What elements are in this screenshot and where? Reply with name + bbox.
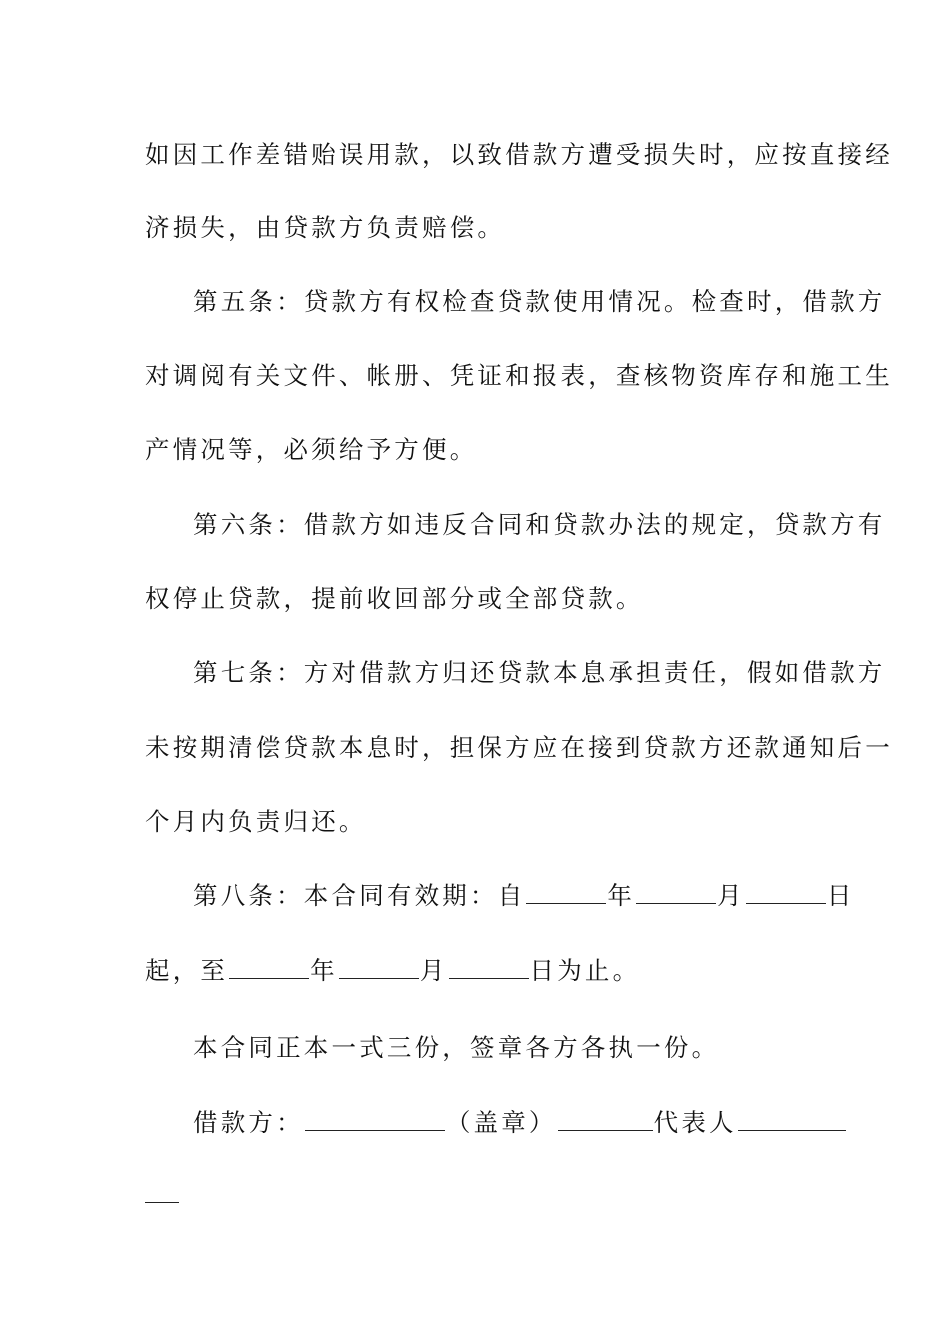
article-6-heading-line: 第六条：借款方如违反合同和贷款办法的规定，贷款方有 [193, 510, 886, 539]
day-label: 日 [826, 881, 855, 910]
representative-blank [738, 1108, 846, 1131]
year-label: 年 [310, 956, 338, 985]
paragraph-line: 如因工作差错贻误用款，以致借款方遭受损失时，应按直接经 [145, 140, 893, 169]
borrower-signature-line [193, 1108, 858, 1138]
paragraph-line: 权停止贷款，提前收回部分或全部贷款。 [145, 584, 644, 613]
start-year-blank [526, 881, 606, 904]
end-year-blank [229, 956, 309, 979]
copies-clause: 本合同正本一式三份，签章各方各执一份。 [193, 1033, 720, 1062]
end-month-blank [339, 956, 419, 979]
signature-continuation-rule [145, 1202, 179, 1203]
seal-label: （盖章） [445, 1108, 557, 1137]
start-day-blank [746, 881, 826, 904]
validity-line2-suffix: 日为止。 [529, 956, 641, 985]
borrower-name-blank [305, 1108, 445, 1131]
paragraph-line: 对调阅有关文件、帐册、凭证和报表，查核物资库存和施工生 [145, 361, 893, 390]
year-label: 年 [607, 881, 636, 910]
end-day-blank [449, 956, 529, 979]
paragraph-line: 产情况等，必须给予方便。 [145, 435, 478, 464]
representative-label: 代表人 [653, 1108, 737, 1137]
validity-line2-prefix: 起，至 [145, 956, 229, 985]
month-label: 月 [717, 881, 745, 910]
borrower-label: 借款方： [193, 1108, 304, 1137]
month-label: 月 [419, 956, 448, 985]
paragraph-line: 济损失，由贷款方负责赔偿。 [145, 213, 506, 242]
paragraph-line: 个月内负责归还。 [145, 807, 367, 836]
validity-end-line [145, 956, 810, 986]
start-month-blank [636, 881, 716, 904]
validity-prefix: 第八条：本合同有效期：自 [193, 881, 526, 910]
article-7-heading-line: 第七条：方对借款方归还贷款本息承担责任，假如借款方 [193, 658, 886, 687]
paragraph-line: 未按期清偿贷款本息时，担保方应在接到贷款方还款通知后一 [145, 733, 893, 762]
article-8-validity-line [193, 881, 858, 911]
article-5-heading-line: 第五条：贷款方有权检查贷款使用情况。检查时，借款方 [193, 287, 886, 316]
seal-blank [558, 1108, 653, 1131]
